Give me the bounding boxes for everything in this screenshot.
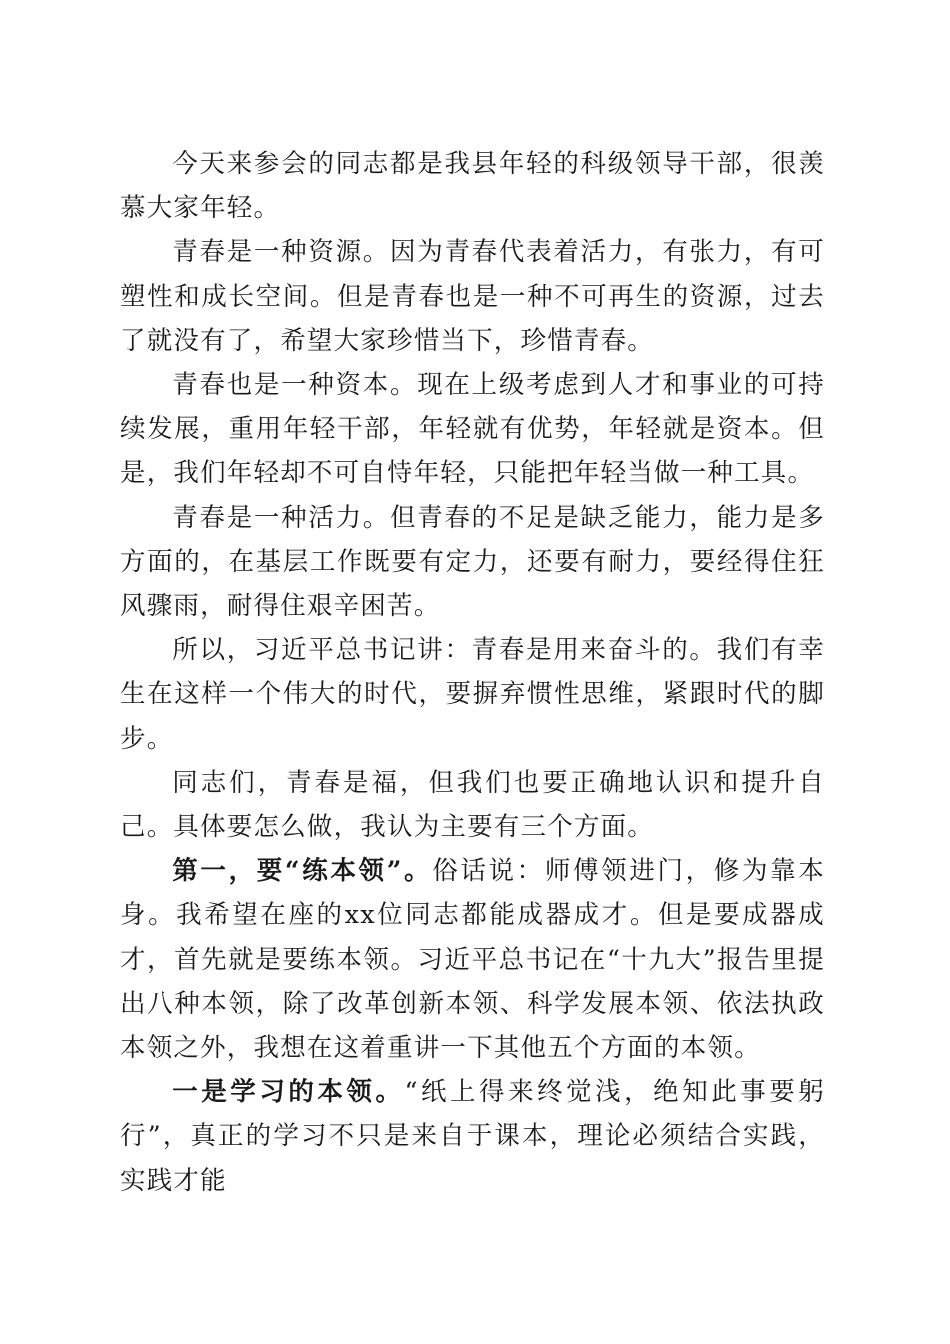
paragraph-5-text: 所以，习近平总书记讲：青春是用来奋斗的。我们有幸生在这样一个伟大的时代，要摒弃惯性思维，紧跟时代的脚步。	[120, 635, 825, 754]
paragraph-6	[120, 761, 825, 849]
paragraph-1	[120, 142, 825, 230]
paragraph-2-text: 青春是一种资源。因为青春代表着活力，有张力，有可塑性和成长空间。但是青春也是一种不可再生的资源，过去了就没有了，希望大家珍惜当下，珍惜青春。	[120, 237, 825, 356]
paragraph-5	[120, 628, 825, 761]
paragraph-4-text: 青春是一种活力。但青春的不足是缺乏能力，能力是多方面的，在基层工作既要有定力，还要有耐力，要经得住狂风骤雨，耐得住艰辛困苦。	[120, 502, 825, 622]
paragraph-8	[120, 1070, 825, 1203]
paragraph-3-text: 青春也是一种资本。现在上级考虑到人才和事业的可持续发展，重用年轻干部，年轻就有优势，年轻就是资本。但是，我们年轻却不可自恃年轻，只能把年轻当做一种工具。	[120, 370, 825, 489]
paragraph-7-text: 俗话说：师傅领进门，修为靠本身。我希望在座的xx位同志都能成器成才。但是要成器成才，首先就是要练本领。习近平总书记在“十九大”报告里提出八种本领，除了改革创新本领、科学发展本领、依法执政本领之外，我想在这着重讲一下其他五个方面的本领。	[120, 856, 825, 1064]
document-body	[120, 142, 825, 1203]
paragraph-7	[120, 849, 825, 1070]
paragraph-3	[120, 363, 825, 496]
paragraph-4	[120, 496, 825, 629]
paragraph-7-lead: 第一，要“练本领”。	[172, 856, 433, 887]
paragraph-6-text: 同志们，青春是福，但我们也要正确地认识和提升自己。具体要怎么做，我认为主要有三个方面。	[120, 767, 825, 843]
paragraph-2	[120, 230, 825, 363]
paragraph-1-text: 今天来参会的同志都是我县年轻的科级领导干部，很羡慕大家年轻。	[120, 149, 825, 224]
paragraph-8-text: “纸上得来终觉浅，绝知此事要躬行”，真正的学习不只是来自于课本，理论必须结合实践，实践才能	[120, 1077, 825, 1196]
paragraph-8-lead: 一是学习的本领。	[172, 1077, 405, 1108]
